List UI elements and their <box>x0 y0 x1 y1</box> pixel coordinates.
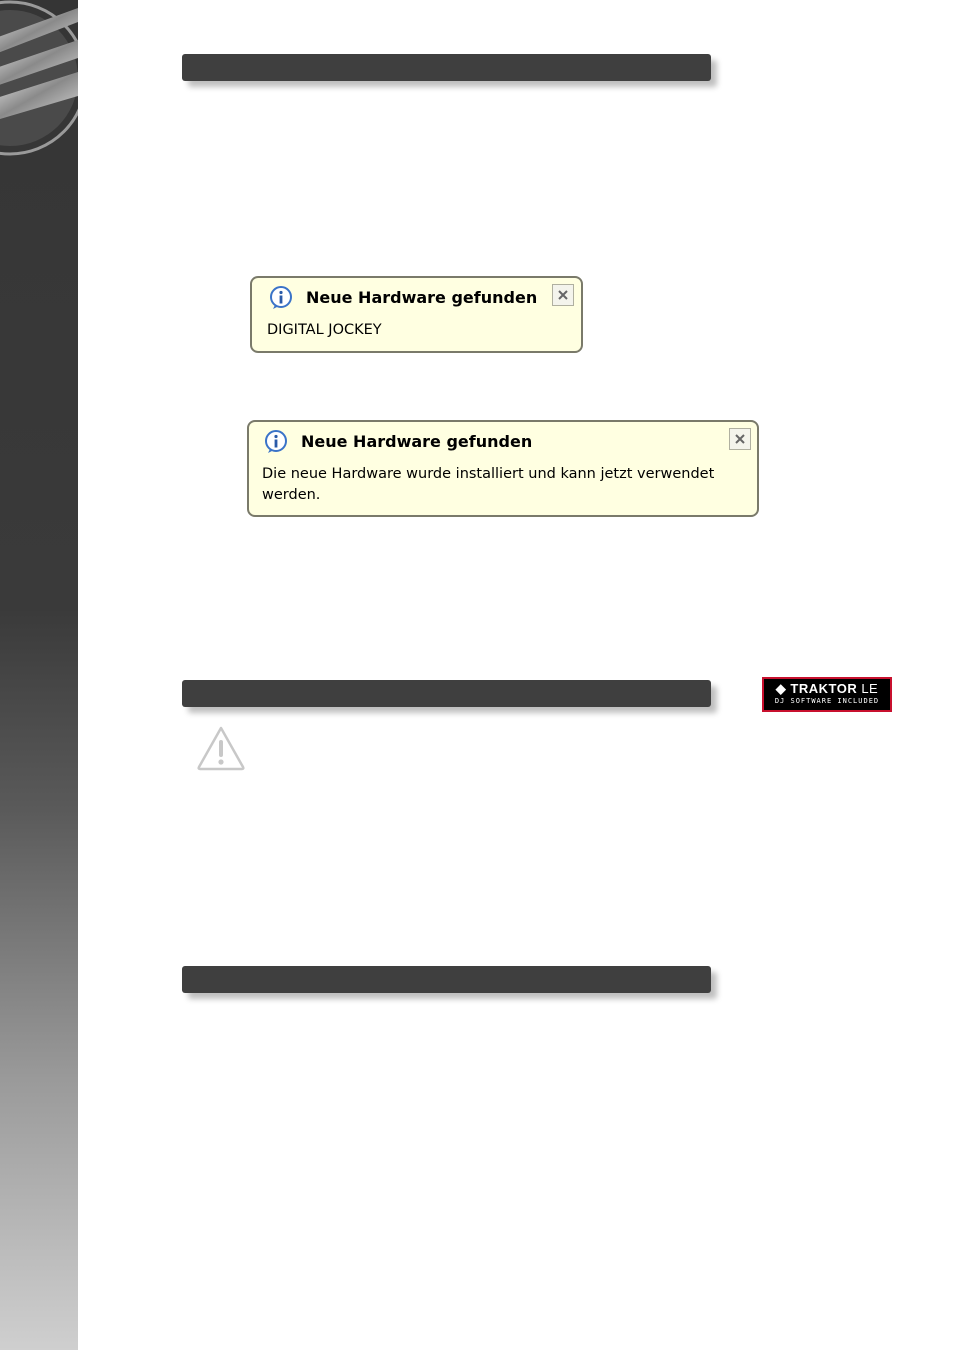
balloon-body: Die neue Hardware wurde installiert und kann jetzt verwendet werden. <box>262 466 715 503</box>
balloon-notification-1[interactable] <box>250 276 583 353</box>
close-button[interactable] <box>729 428 751 450</box>
balloon-body: DIGITAL JOCKEY <box>267 322 382 338</box>
balloon-title: Neue Hardware gefunden <box>306 288 538 307</box>
section-header-bar-2 <box>182 680 711 707</box>
close-icon <box>557 289 569 301</box>
close-button[interactable] <box>552 284 574 306</box>
traktor-tagline: DJ SOFTWARE INCLUDED <box>774 697 880 705</box>
balloon-title: Neue Hardware gefunden <box>301 432 533 451</box>
info-icon <box>269 286 293 310</box>
section-header-bar-1 <box>182 54 711 81</box>
traktor-le-badge <box>762 677 892 712</box>
traktor-diamond-icon: ◆ <box>775 681 787 696</box>
traktor-brand-name: TRAKTOR <box>790 681 858 696</box>
warning-icon <box>196 725 246 771</box>
traktor-brand <box>764 681 890 696</box>
side-strip <box>0 0 78 1350</box>
info-icon <box>264 430 288 454</box>
side-logo <box>0 0 78 160</box>
traktor-edition: LE <box>861 681 879 696</box>
section-header-bar-3 <box>182 966 711 993</box>
balloon-notification-2[interactable] <box>247 420 759 517</box>
close-icon <box>734 433 746 445</box>
